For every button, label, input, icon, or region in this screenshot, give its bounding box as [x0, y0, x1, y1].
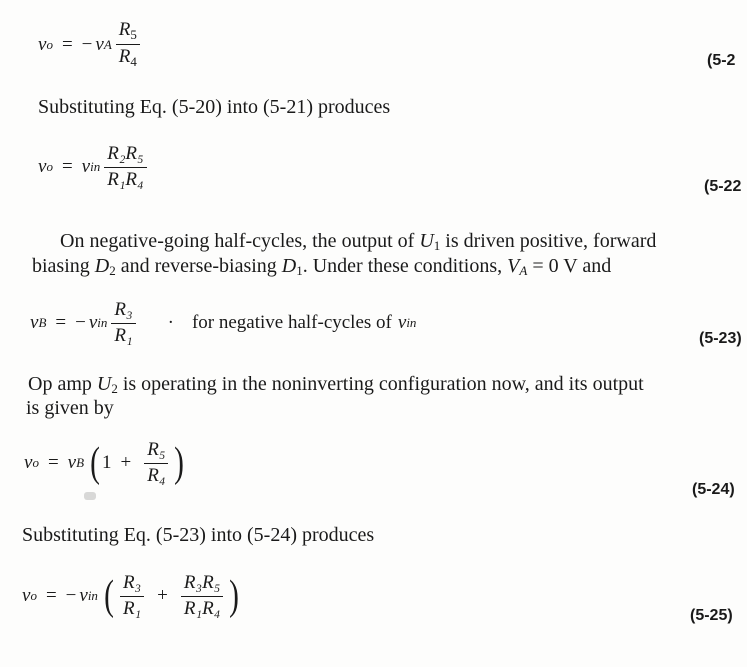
fraction-numerator: R₃ [111, 300, 135, 324]
equation-5-23 [30, 300, 416, 347]
eq-lhs-sub: o [30, 588, 37, 604]
equation-5-22 [38, 144, 151, 191]
eq-var-sub: in [90, 159, 101, 175]
plus-sign: + [120, 452, 132, 474]
dot-separator: · [167, 312, 174, 334]
text-run: is driven positive, forward [440, 230, 657, 252]
equation-5-24 [24, 440, 186, 487]
minus-sign: − [81, 33, 93, 55]
eq-lhs-var: v [22, 585, 31, 607]
var-sub: 1 [296, 263, 303, 278]
eq-var-sub: A [103, 36, 112, 52]
equation-number: (5-2 [707, 52, 736, 69]
condition-text: for negative half-cycles of [191, 312, 392, 334]
var-v: V [507, 255, 520, 277]
text-run: Op amp [28, 373, 97, 395]
var-sub: 2 [109, 263, 116, 278]
equals-sign: = [61, 156, 73, 178]
equation-number: (5-25) [690, 607, 733, 624]
paragraph-substituting-1: Substituting Eq. (5-20) into (5-21) produces [38, 96, 391, 118]
eq-lhs-var: v [24, 452, 33, 474]
paragraph-negative-half-cycles-line1 [60, 231, 656, 256]
right-paren: ) [229, 573, 240, 620]
fraction-denominator: R₁ [122, 597, 142, 619]
equals-sign: = [61, 33, 73, 55]
eq-var-sub: in [97, 315, 108, 331]
fraction [116, 20, 140, 70]
eq-var: v [88, 312, 98, 334]
condition-var: v [397, 312, 407, 334]
minus-sign: − [75, 312, 86, 334]
eq-lhs-sub: o [46, 159, 53, 175]
plus-sign: + [157, 585, 168, 607]
equals-sign: = [55, 312, 67, 334]
left-paren: ( [104, 573, 114, 620]
equals-sign: = [47, 452, 59, 474]
fraction-numerator: R₂R₅ [104, 144, 146, 168]
eq-lhs-sub: o [46, 36, 53, 52]
eq-lhs-sub: o [32, 455, 39, 471]
right-paren: ) [174, 440, 185, 487]
var-sub: A [519, 263, 528, 278]
eq-var: v [79, 585, 88, 607]
text-run: and reverse-biasing [115, 255, 282, 277]
fraction-denominator: R₄ [147, 464, 166, 486]
text-run: On negative-going half-cycles, the output of [60, 230, 420, 252]
fraction [144, 440, 168, 487]
minus-sign: − [65, 585, 77, 607]
var-sub: 1 [433, 238, 441, 253]
paragraph-negative-half-cycles-line2 [32, 256, 611, 281]
fraction-denominator: R₁ [114, 324, 133, 346]
equation-number: (5-24) [692, 481, 735, 498]
var-u: U [419, 230, 434, 252]
fraction-2 [181, 573, 223, 620]
equals-sign: = [45, 585, 57, 607]
fraction [104, 144, 146, 191]
var-u: U [96, 373, 112, 395]
fraction-denominator: R [118, 46, 131, 68]
equation-5-21 [38, 20, 144, 70]
fraction-denominator: R₁R₄ [107, 168, 144, 190]
fraction-numerator: R [118, 19, 131, 40]
eq-var: v [67, 452, 77, 474]
paragraph-op-amp-line1 [28, 374, 644, 399]
eq-var: v [95, 33, 104, 55]
fraction-numerator: R₃ [120, 573, 144, 597]
eq-lhs-var: v [30, 312, 39, 334]
text-run: = 0 V and [527, 255, 612, 277]
text-run: is operating in the noninverting configuration now, and its output [117, 373, 644, 395]
equation-5-25 [22, 573, 241, 620]
eq-lhs-var: v [38, 33, 47, 55]
fraction-denominator: R₁R₄ [183, 597, 221, 619]
fraction-numerator: R₅ [144, 440, 168, 464]
fraction [111, 300, 135, 347]
condition-var-sub: in [406, 315, 417, 331]
eq-var-sub: in [87, 588, 98, 604]
text-run: . Under these conditions, [302, 255, 508, 277]
var-d: D [281, 255, 297, 277]
one-term: 1 [102, 452, 112, 474]
var-sub: 2 [111, 381, 118, 396]
paragraph-substituting-2: Substituting Eq. (5-23) into (5-24) produces [22, 524, 375, 546]
eq-var: v [81, 156, 91, 178]
paragraph-op-amp-line2: is given by [26, 397, 114, 419]
scan-speck [84, 492, 96, 500]
equation-number: (5-23) [699, 330, 742, 347]
fraction-numerator-sub: 5 [130, 27, 137, 42]
eq-lhs-var: v [38, 156, 47, 178]
text-run: biasing [32, 255, 95, 277]
equation-number: (5-22 [704, 178, 742, 195]
var-d: D [94, 255, 110, 277]
fraction-numerator: R₃R₅ [181, 573, 223, 597]
fraction-1 [120, 573, 144, 620]
eq-lhs-sub: B [38, 315, 47, 331]
left-paren: ( [90, 440, 100, 487]
eq-var-sub: B [76, 455, 85, 471]
fraction-denominator-sub: 4 [130, 54, 137, 70]
